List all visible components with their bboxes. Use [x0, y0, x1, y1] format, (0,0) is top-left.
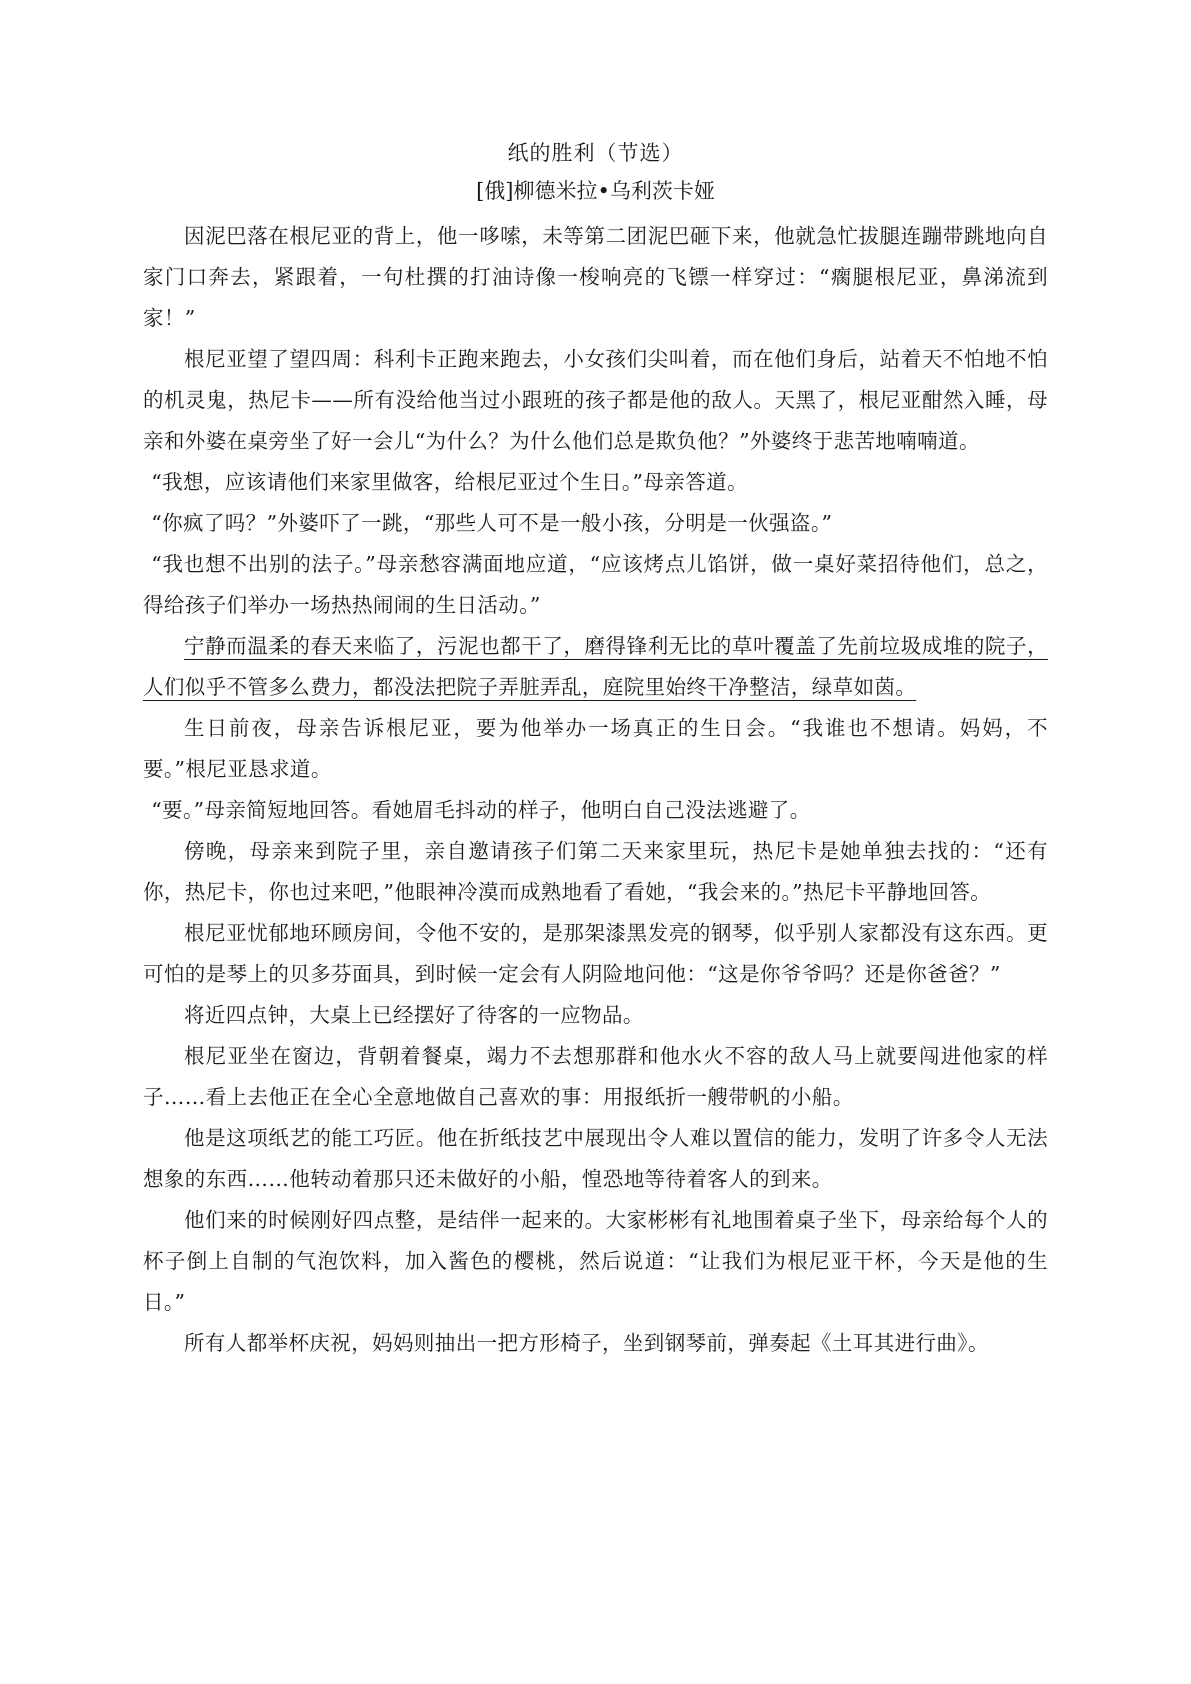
underlined-text: 宁静而温柔的春天来临了，污泥也都干了，磨得锋利无比的草叶覆盖了先前垃圾成堆的院子，人们似乎不管多么费力，都没法把院子弄脏弄乱，庭院里始终干净整洁，绿草如茵。: [143, 634, 1048, 699]
paragraph: 根尼亚坐在窗边，背朝着餐桌，竭力不去想那群和他水火不容的敌人马上就要闯进他家的样子……看上去他正在全心全意地做自己喜欢的事：用报纸折一艘带帆的小船。: [143, 1044, 1048, 1109]
paragraph: 所有人都举杯庆祝，妈妈则抽出一把方形椅子，坐到钢琴前，弹奏起《土耳其进行曲》。: [184, 1331, 989, 1355]
document-author: [俄]柳德米拉•乌利茨卡娅: [476, 179, 715, 203]
paragraph-underlined: [143, 626, 1048, 708]
paragraph: 将近四点钟，大桌上已经摆好了待客的一应物品。: [184, 1003, 644, 1027]
paragraph: 傍晚，母亲来到院子里，亲自邀请孩子们第二天来家里玩，热尼卡是她单独去找的：“还有你，热尼卡，你也过来吧，”他眼神冷漠而成熟地看了看她，“我会来的。”热尼卡平静地回答。: [143, 839, 1048, 904]
paragraph: 因泥巴落在根尼亚的背上，他一哆嗦，未等第二团泥巴砸下来，他就急忙拔腿连蹦带跳地向自家门口奔去，紧跟着，一句杜撰的打油诗像一梭响亮的飞镖一样穿过：“瘸腿根尼亚，鼻涕流到家！”: [143, 224, 1048, 330]
paragraph: “我也想不出别的法子。”母亲愁容满面地应道，“应该烤点儿馅饼，做一桌好菜招待他们，总之，得给孩子们举办一场热热闹闹的生日活动。”: [143, 552, 1048, 617]
paragraph: 根尼亚望了望四周：科利卡正跑来跑去，小女孩们尖叫着，而在他们身后，站着天不怕地不怕的机灵鬼，热尼卡——所有没给他当过小跟班的孩子都是他的敌人。天黑了，根尼亚酣然入睡，母亲和外婆在桌旁坐了好一会儿“为什么？为什么他们总是欺负他？”外婆终于悲苦地喃喃道。: [143, 347, 1048, 453]
paragraph: 根尼亚忧郁地环顾房间，令他不安的，是那架漆黑发亮的钢琴，似乎别人家都没有这东西。更可怕的是琴上的贝多芬面具，到时候一定会有人阴险地问他：“这是你爷爷吗？还是你爸爸？”: [143, 921, 1048, 986]
paragraph: “你疯了吗？”外婆吓了一跳，“那些人可不是一般小孩，分明是一伙强盗。”: [151, 511, 833, 535]
paragraph: 生日前夜，母亲告诉根尼亚，要为他举办一场真正的生日会。“我谁也不想请。妈妈，不要。”根尼亚恳求道。: [143, 716, 1048, 781]
paragraph: 他们来的时候刚好四点整，是结伴一起来的。大家彬彬有礼地围着桌子坐下，母亲给每个人的杯子倒上自制的气泡饮料，加入酱色的樱桃，然后说道：“让我们为根尼亚干杯，今天是他的生日。”: [143, 1208, 1048, 1314]
paragraph: “我想，应该请他们来家里做客，给根尼亚过个生日。”母亲答道。: [151, 470, 748, 494]
document-page: [143, 134, 1048, 1364]
document-title: 纸的胜利（节选）: [507, 141, 684, 165]
paragraph: 他是这项纸艺的能工巧匠。他在折纸技艺中展现出令人难以置信的能力，发明了许多令人无法想象的东西……他转动着那只还未做好的小船，惶恐地等待着客人的到来。: [143, 1126, 1048, 1191]
paragraph: “要。”母亲简短地回答。看她眉毛抖动的样子，他明白自己没法逃避了。: [151, 798, 811, 822]
